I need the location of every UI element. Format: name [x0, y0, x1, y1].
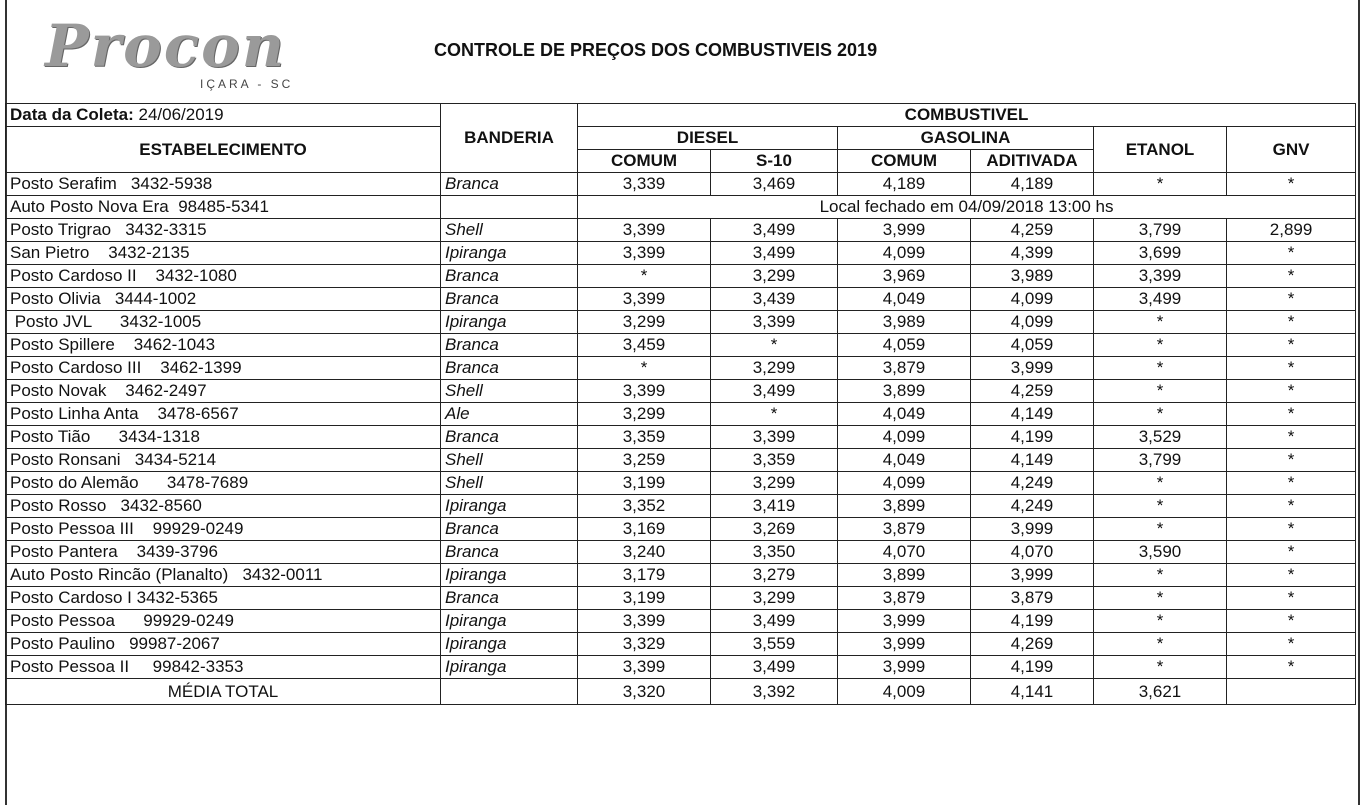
diesel-comum-price-cell: 3,259 [578, 449, 711, 472]
table-row [6, 495, 1356, 518]
gasoline-aditivada-price-cell: 4,199 [971, 610, 1094, 633]
gasoline-comum-price-cell: 4,049 [838, 403, 971, 426]
table-row [6, 610, 1356, 633]
ethanol-price-cell: * [1094, 472, 1227, 495]
diesel-comum-price-cell: 3,459 [578, 334, 711, 357]
diesel-header: DIESEL [578, 127, 838, 150]
diesel-comum-price-cell: 3,399 [578, 380, 711, 403]
gnv-price-cell: * [1227, 587, 1356, 610]
collection-date-label: Data da Coleta: [10, 105, 134, 124]
ethanol-price-cell: * [1094, 610, 1227, 633]
ethanol-price-cell: * [1094, 587, 1227, 610]
establishment-cell: Auto Posto Rincão (Planalto) 3432-0011 [6, 564, 441, 587]
collection-date-cell [6, 104, 441, 127]
fuel-price-table [5, 103, 1356, 705]
diesel-comum-price-cell: 3,399 [578, 656, 711, 679]
diesel-s10-price-cell: * [711, 334, 838, 357]
table-row [6, 173, 1356, 196]
ethanol-price-cell: * [1094, 564, 1227, 587]
table-row [6, 357, 1356, 380]
gasoline-aditivada-price-cell: 4,269 [971, 633, 1094, 656]
ethanol-price-cell: * [1094, 173, 1227, 196]
gasoline-aditivada-price-cell: 4,399 [971, 242, 1094, 265]
gasoline-aditivada-price-cell: 3,999 [971, 357, 1094, 380]
diesel-comum-price-cell: 3,399 [578, 219, 711, 242]
average-gnv [1227, 679, 1356, 705]
flag-cell: Ipiranga [441, 633, 578, 656]
diesel-s10-price-cell: 3,419 [711, 495, 838, 518]
logo-city: IÇARA - SC [200, 77, 294, 91]
gnv-price-cell: * [1227, 311, 1356, 334]
table-row [6, 633, 1356, 656]
flag-cell: Ale [441, 403, 578, 426]
establishment-cell: Posto Cardoso III 3462-1399 [6, 357, 441, 380]
table-row [6, 196, 1356, 219]
diesel-comum-price-cell: 3,199 [578, 587, 711, 610]
establishment-cell: Posto Olivia 3444-1002 [6, 288, 441, 311]
flag-cell: Ipiranga [441, 495, 578, 518]
average-flag-cell [441, 679, 578, 705]
gasoline-comum-price-cell: 4,189 [838, 173, 971, 196]
gnv-price-cell: * [1227, 334, 1356, 357]
gasoline-aditivada-price-cell: 4,199 [971, 426, 1094, 449]
flag-cell: Branca [441, 541, 578, 564]
gasoline-comum-price-cell: 3,999 [838, 656, 971, 679]
average-ethanol: 3,621 [1094, 679, 1227, 705]
establishment-cell: Posto Trigrao 3432-3315 [6, 219, 441, 242]
establishment-cell: Posto Pantera 3439-3796 [6, 541, 441, 564]
gasoline-aditivada-price-cell: 3,879 [971, 587, 1094, 610]
diesel-comum-price-cell: 3,359 [578, 426, 711, 449]
diesel-comum-price-cell: * [578, 357, 711, 380]
diesel-s10-price-cell: 3,559 [711, 633, 838, 656]
table-row [6, 219, 1356, 242]
gasoline-aditivada-price-cell: 4,059 [971, 334, 1094, 357]
diesel-comum-price-cell: 3,299 [578, 403, 711, 426]
ethanol-price-cell: * [1094, 495, 1227, 518]
gnv-price-cell: 2,899 [1227, 219, 1356, 242]
gnv-price-cell: * [1227, 541, 1356, 564]
flag-cell: Ipiranga [441, 311, 578, 334]
diesel-comum-price-cell: 3,240 [578, 541, 711, 564]
gasoline-comum-price-cell: 4,049 [838, 449, 971, 472]
gasoline-comum-price-cell: 3,899 [838, 564, 971, 587]
establishment-cell: Posto Ronsani 3434-5214 [6, 449, 441, 472]
diesel-comum-price-cell: 3,352 [578, 495, 711, 518]
table-row [6, 288, 1356, 311]
ethanol-price-cell: 3,529 [1094, 426, 1227, 449]
gasoline-aditivada-price-cell: 4,199 [971, 656, 1094, 679]
ethanol-price-cell: 3,799 [1094, 449, 1227, 472]
gasoline-comum-price-cell: 3,999 [838, 610, 971, 633]
table-row [6, 311, 1356, 334]
diesel-s10-price-cell: 3,469 [711, 173, 838, 196]
document-header [7, 0, 1358, 103]
flag-cell: Branca [441, 587, 578, 610]
average-diesel-comum: 3,320 [578, 679, 711, 705]
establishment-cell: Posto Pessoa III 99929-0249 [6, 518, 441, 541]
gasoline-aditivada-price-cell: 3,989 [971, 265, 1094, 288]
gnv-price-cell: * [1227, 242, 1356, 265]
diesel-s10-header: S-10 [711, 150, 838, 173]
gnv-price-cell: * [1227, 472, 1356, 495]
ethanol-price-cell: * [1094, 518, 1227, 541]
diesel-s10-price-cell: 3,269 [711, 518, 838, 541]
gasoline-aditivada-price-cell: 4,070 [971, 541, 1094, 564]
gnv-price-cell: * [1227, 357, 1356, 380]
diesel-s10-price-cell: 3,299 [711, 357, 838, 380]
gnv-price-cell: * [1227, 610, 1356, 633]
diesel-s10-price-cell: 3,399 [711, 426, 838, 449]
gasoline-comum-price-cell: 3,999 [838, 219, 971, 242]
gasoline-comum-price-cell: 4,099 [838, 472, 971, 495]
gnv-price-cell: * [1227, 173, 1356, 196]
flag-cell: Ipiranga [441, 610, 578, 633]
ethanol-price-cell: 3,799 [1094, 219, 1227, 242]
flag-cell: Ipiranga [441, 564, 578, 587]
diesel-comum-price-cell: 3,299 [578, 311, 711, 334]
gnv-price-cell: * [1227, 403, 1356, 426]
gasoline-aditivada-header: ADITIVADA [971, 150, 1094, 173]
average-label: MÉDIA TOTAL [6, 679, 441, 705]
gnv-price-cell: * [1227, 564, 1356, 587]
diesel-comum-price-cell: 3,199 [578, 472, 711, 495]
flag-cell: Branca [441, 357, 578, 380]
flag-cell: Shell [441, 449, 578, 472]
gasoline-comum-header: COMUM [838, 150, 971, 173]
gasoline-comum-price-cell: 3,879 [838, 518, 971, 541]
ethanol-header: ETANOL [1094, 127, 1227, 173]
establishment-cell: Posto Rosso 3432-8560 [6, 495, 441, 518]
establishment-cell: Posto Pessoa 99929-0249 [6, 610, 441, 633]
table-row [6, 449, 1356, 472]
gnv-header: GNV [1227, 127, 1356, 173]
diesel-comum-price-cell: 3,339 [578, 173, 711, 196]
establishment-cell: Posto Cardoso I 3432-5365 [6, 587, 441, 610]
flag-cell: Branca [441, 334, 578, 357]
establishment-cell: Posto JVL 3432-1005 [6, 311, 441, 334]
gasoline-aditivada-price-cell: 4,259 [971, 380, 1094, 403]
establishment-header: ESTABELECIMENTO [6, 127, 441, 173]
establishment-cell: Posto Tião 3434-1318 [6, 426, 441, 449]
flag-cell [441, 196, 578, 219]
ethanol-price-cell: 3,699 [1094, 242, 1227, 265]
gasoline-comum-price-cell: 3,899 [838, 380, 971, 403]
flag-cell: Branca [441, 518, 578, 541]
diesel-s10-price-cell: 3,299 [711, 587, 838, 610]
table-row [6, 403, 1356, 426]
table-row [6, 541, 1356, 564]
diesel-s10-price-cell: 3,279 [711, 564, 838, 587]
average-gasoline-aditivada: 4,141 [971, 679, 1094, 705]
ethanol-price-cell: * [1094, 403, 1227, 426]
table-row [6, 564, 1356, 587]
gnv-price-cell: * [1227, 656, 1356, 679]
table-row [6, 426, 1356, 449]
gasoline-aditivada-price-cell: 4,099 [971, 288, 1094, 311]
gasoline-header: GASOLINA [838, 127, 1094, 150]
gasoline-aditivada-price-cell: 4,099 [971, 311, 1094, 334]
gasoline-comum-price-cell: 4,059 [838, 334, 971, 357]
establishment-cell: Posto do Alemão 3478-7689 [6, 472, 441, 495]
ethanol-price-cell: 3,590 [1094, 541, 1227, 564]
gasoline-comum-price-cell: 4,099 [838, 242, 971, 265]
gasoline-aditivada-price-cell: 4,249 [971, 495, 1094, 518]
gnv-price-cell: * [1227, 426, 1356, 449]
establishment-cell: Posto Paulino 99987-2067 [6, 633, 441, 656]
collection-date-value: 24/06/2019 [138, 105, 224, 124]
gnv-price-cell: * [1227, 495, 1356, 518]
gnv-price-cell: * [1227, 265, 1356, 288]
ethanol-price-cell: * [1094, 311, 1227, 334]
establishment-cell: Auto Posto Nova Era 98485-5341 [6, 196, 441, 219]
diesel-s10-price-cell: 3,499 [711, 380, 838, 403]
diesel-comum-price-cell: * [578, 265, 711, 288]
gasoline-aditivada-price-cell: 3,999 [971, 564, 1094, 587]
gasoline-aditivada-price-cell: 4,259 [971, 219, 1094, 242]
diesel-comum-price-cell: 3,399 [578, 242, 711, 265]
establishment-cell: Posto Cardoso II 3432-1080 [6, 265, 441, 288]
gasoline-comum-price-cell: 4,070 [838, 541, 971, 564]
gasoline-comum-price-cell: 3,989 [838, 311, 971, 334]
gasoline-aditivada-price-cell: 4,149 [971, 449, 1094, 472]
diesel-s10-price-cell: 3,439 [711, 288, 838, 311]
gasoline-aditivada-price-cell: 4,249 [971, 472, 1094, 495]
gnv-price-cell: * [1227, 518, 1356, 541]
table-row [6, 380, 1356, 403]
gnv-price-cell: * [1227, 449, 1356, 472]
table-row [6, 518, 1356, 541]
ethanol-price-cell: * [1094, 380, 1227, 403]
flag-cell: Shell [441, 472, 578, 495]
gnv-price-cell: * [1227, 633, 1356, 656]
flag-cell: Ipiranga [441, 656, 578, 679]
diesel-s10-price-cell: 3,499 [711, 219, 838, 242]
diesel-comum-price-cell: 3,329 [578, 633, 711, 656]
ethanol-price-cell: * [1094, 633, 1227, 656]
logo-wordmark: Procon [45, 12, 287, 80]
flag-cell: Shell [441, 219, 578, 242]
gasoline-comum-price-cell: 3,969 [838, 265, 971, 288]
average-gasoline-comum: 4,009 [838, 679, 971, 705]
closed-note-cell: Local fechado em 04/09/2018 13:00 hs [578, 196, 1356, 219]
diesel-comum-price-cell: 3,179 [578, 564, 711, 587]
gnv-price-cell: * [1227, 288, 1356, 311]
procon-logo [15, 2, 305, 97]
establishment-cell: San Pietro 3432-2135 [6, 242, 441, 265]
table-body [6, 173, 1356, 679]
flag-cell: Branca [441, 173, 578, 196]
diesel-comum-price-cell: 3,399 [578, 288, 711, 311]
gasoline-comum-price-cell: 4,049 [838, 288, 971, 311]
diesel-comum-header: COMUM [578, 150, 711, 173]
table-row [6, 334, 1356, 357]
gasoline-aditivada-price-cell: 4,189 [971, 173, 1094, 196]
diesel-comum-price-cell: 3,169 [578, 518, 711, 541]
flag-cell: Branca [441, 288, 578, 311]
gasoline-comum-price-cell: 3,999 [838, 633, 971, 656]
establishment-cell: Posto Novak 3462-2497 [6, 380, 441, 403]
page-title: CONTROLE DE PREÇOS DOS COMBUSTIVEIS 2019 [434, 40, 878, 60]
diesel-s10-price-cell: * [711, 403, 838, 426]
table-row [6, 265, 1356, 288]
flag-cell: Shell [441, 380, 578, 403]
diesel-s10-price-cell: 3,499 [711, 242, 838, 265]
ethanol-price-cell: * [1094, 656, 1227, 679]
flag-cell: Branca [441, 265, 578, 288]
gasoline-aditivada-price-cell: 4,149 [971, 403, 1094, 426]
table-row [6, 656, 1356, 679]
diesel-comum-price-cell: 3,399 [578, 610, 711, 633]
gasoline-aditivada-price-cell: 3,999 [971, 518, 1094, 541]
establishment-cell: Posto Pessoa II 99842-3353 [6, 656, 441, 679]
diesel-s10-price-cell: 3,499 [711, 610, 838, 633]
establishment-cell: Posto Serafim 3432-5938 [6, 173, 441, 196]
diesel-s10-price-cell: 3,299 [711, 472, 838, 495]
flag-cell: Ipiranga [441, 242, 578, 265]
flag-cell: Branca [441, 426, 578, 449]
diesel-s10-price-cell: 3,359 [711, 449, 838, 472]
fuel-header: COMBUSTIVEL [578, 104, 1356, 127]
average-diesel-s10: 3,392 [711, 679, 838, 705]
ethanol-price-cell: 3,399 [1094, 265, 1227, 288]
diesel-s10-price-cell: 3,299 [711, 265, 838, 288]
table-row [6, 472, 1356, 495]
diesel-s10-price-cell: 3,399 [711, 311, 838, 334]
diesel-s10-price-cell: 3,499 [711, 656, 838, 679]
establishment-cell: Posto Linha Anta 3478-6567 [6, 403, 441, 426]
gasoline-comum-price-cell: 3,879 [838, 357, 971, 380]
ethanol-price-cell: 3,499 [1094, 288, 1227, 311]
gasoline-comum-price-cell: 4,099 [838, 426, 971, 449]
establishment-cell: Posto Spillere 3462-1043 [6, 334, 441, 357]
table-row [6, 242, 1356, 265]
gasoline-comum-price-cell: 3,879 [838, 587, 971, 610]
table-row [6, 587, 1356, 610]
gnv-price-cell: * [1227, 380, 1356, 403]
ethanol-price-cell: * [1094, 334, 1227, 357]
flag-header: BANDERIA [441, 104, 578, 173]
diesel-s10-price-cell: 3,350 [711, 541, 838, 564]
ethanol-price-cell: * [1094, 357, 1227, 380]
average-row [6, 679, 1356, 705]
gasoline-comum-price-cell: 3,899 [838, 495, 971, 518]
